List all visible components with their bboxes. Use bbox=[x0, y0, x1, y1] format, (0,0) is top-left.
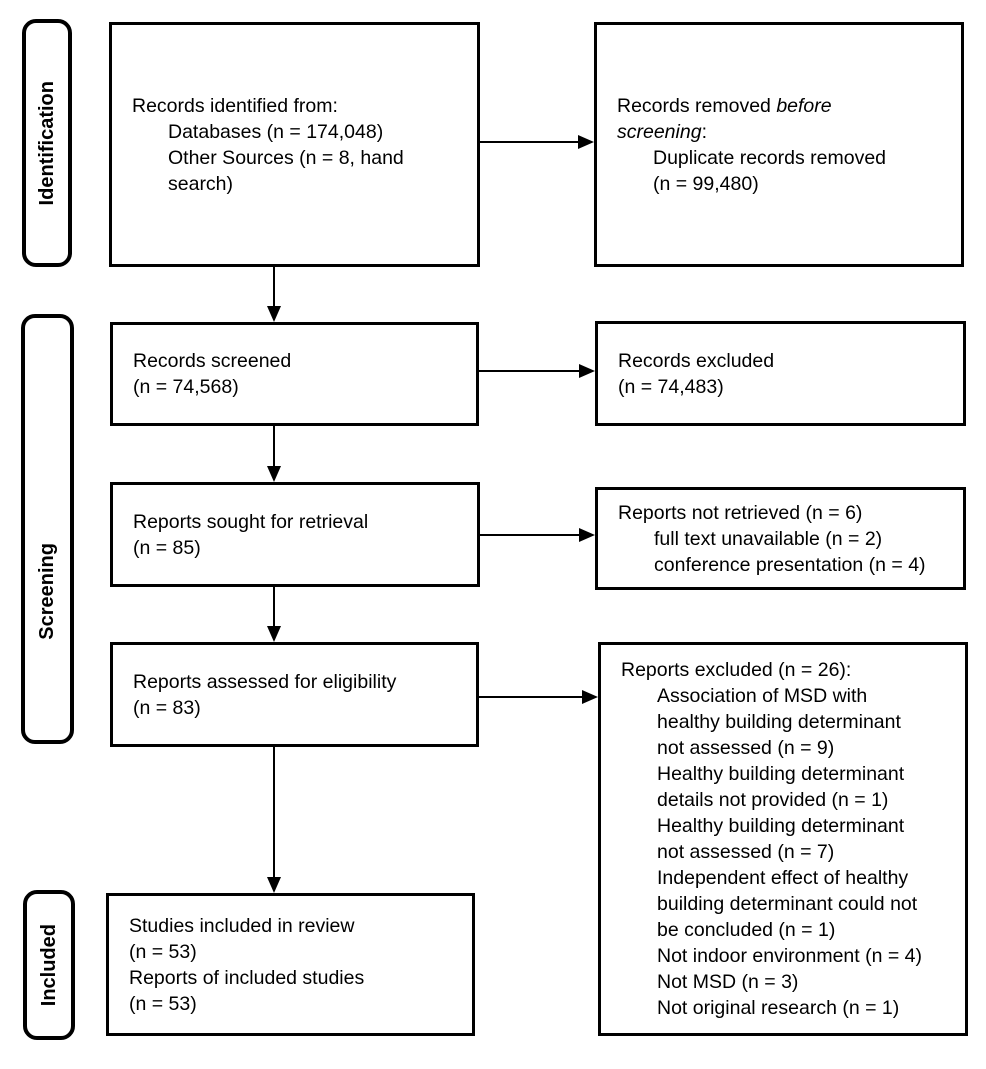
arrowhead bbox=[582, 690, 598, 704]
box-records-screened bbox=[110, 322, 479, 426]
box-records-excluded bbox=[595, 321, 966, 426]
arrow-line bbox=[273, 267, 275, 306]
box-text-line: not assessed (n = 7) bbox=[657, 841, 835, 863]
box-text-line: full text unavailable (n = 2) bbox=[654, 527, 883, 550]
box-text-line: Reports sought for retrieval bbox=[133, 510, 369, 533]
box-text-line: Healthy building determinant bbox=[657, 815, 905, 837]
arrowhead bbox=[267, 877, 281, 893]
box-text-line: conference presentation (n = 4) bbox=[654, 553, 926, 576]
arrowhead bbox=[579, 364, 595, 378]
box-records-removed-before-screening bbox=[594, 22, 964, 267]
box-text-line: (n = 99,480) bbox=[653, 172, 759, 195]
stage-pill-identification bbox=[22, 19, 72, 267]
arrow-line bbox=[273, 426, 275, 466]
stage-pill-included bbox=[23, 890, 75, 1040]
stage-pill-screening bbox=[21, 314, 74, 744]
box-text-line: details not provided (n = 1) bbox=[657, 789, 889, 811]
box-text-line: healthy building determinant bbox=[657, 711, 901, 733]
box-text-line: Records removed before bbox=[617, 94, 832, 117]
arrow-line bbox=[480, 141, 578, 143]
box-text-line: Reports assessed for eligibility bbox=[133, 670, 397, 693]
box-text-line: (n = 53) bbox=[129, 940, 197, 963]
box-text-line: Records excluded bbox=[618, 349, 775, 372]
box-text-line: Not MSD (n = 3) bbox=[657, 971, 799, 993]
box-text-line: (n = 53) bbox=[129, 992, 197, 1015]
box-text-line: (n = 74,483) bbox=[618, 375, 724, 398]
box-records-identified bbox=[109, 22, 480, 267]
box-text-line: Reports not retrieved (n = 6) bbox=[618, 501, 863, 524]
box-text-line: screening: bbox=[617, 120, 707, 143]
box-text-line: building determinant could not bbox=[657, 893, 918, 915]
arrow-line bbox=[273, 587, 275, 626]
box-text-line: Databases (n = 174,048) bbox=[168, 120, 384, 143]
arrow-line bbox=[480, 534, 579, 536]
arrowhead bbox=[267, 626, 281, 642]
box-text-line: not assessed (n = 9) bbox=[657, 737, 835, 759]
box-text-line: be concluded (n = 1) bbox=[657, 919, 836, 941]
stage-label-identification: Identification bbox=[35, 80, 58, 206]
box-text-line: Other Sources (n = 8, hand bbox=[168, 146, 404, 169]
box-text-line: Association of MSD with bbox=[657, 685, 868, 707]
box-reports-not-retrieved bbox=[595, 487, 966, 590]
arrowhead bbox=[579, 528, 595, 542]
box-reports-sought bbox=[110, 482, 480, 587]
box-text-line: Records screened bbox=[133, 350, 292, 372]
box-text-line: (n = 83) bbox=[133, 696, 201, 719]
box-text-line: Not original research (n = 1) bbox=[657, 997, 900, 1019]
stage-label-included: Included bbox=[37, 923, 60, 1007]
arrow-line bbox=[479, 696, 582, 698]
arrowhead bbox=[267, 306, 281, 322]
box-text-line: search) bbox=[168, 172, 234, 195]
arrowhead bbox=[267, 466, 281, 482]
box-text-line: Duplicate records removed bbox=[653, 146, 887, 169]
box-text-line: (n = 74,568) bbox=[133, 376, 239, 398]
box-text-line: Reports of included studies bbox=[129, 966, 365, 989]
box-text-line: Healthy building determinant bbox=[657, 763, 905, 785]
arrow-line bbox=[479, 370, 579, 372]
box-text-line: (n = 85) bbox=[133, 536, 201, 559]
box-studies-included bbox=[106, 893, 475, 1036]
box-text-line: Independent effect of healthy bbox=[657, 867, 909, 889]
box-text-line: Studies included in review bbox=[129, 914, 355, 937]
arrow-line bbox=[273, 747, 275, 877]
box-reports-excluded bbox=[598, 642, 968, 1036]
box-text-line: Reports excluded (n = 26): bbox=[621, 659, 852, 681]
stage-label-screening: Screening bbox=[36, 542, 58, 640]
arrowhead bbox=[578, 135, 594, 149]
box-reports-assessed bbox=[110, 642, 479, 747]
box-text-line: Records identified from: bbox=[132, 94, 338, 117]
box-text-line: Not indoor environment (n = 4) bbox=[657, 945, 923, 967]
